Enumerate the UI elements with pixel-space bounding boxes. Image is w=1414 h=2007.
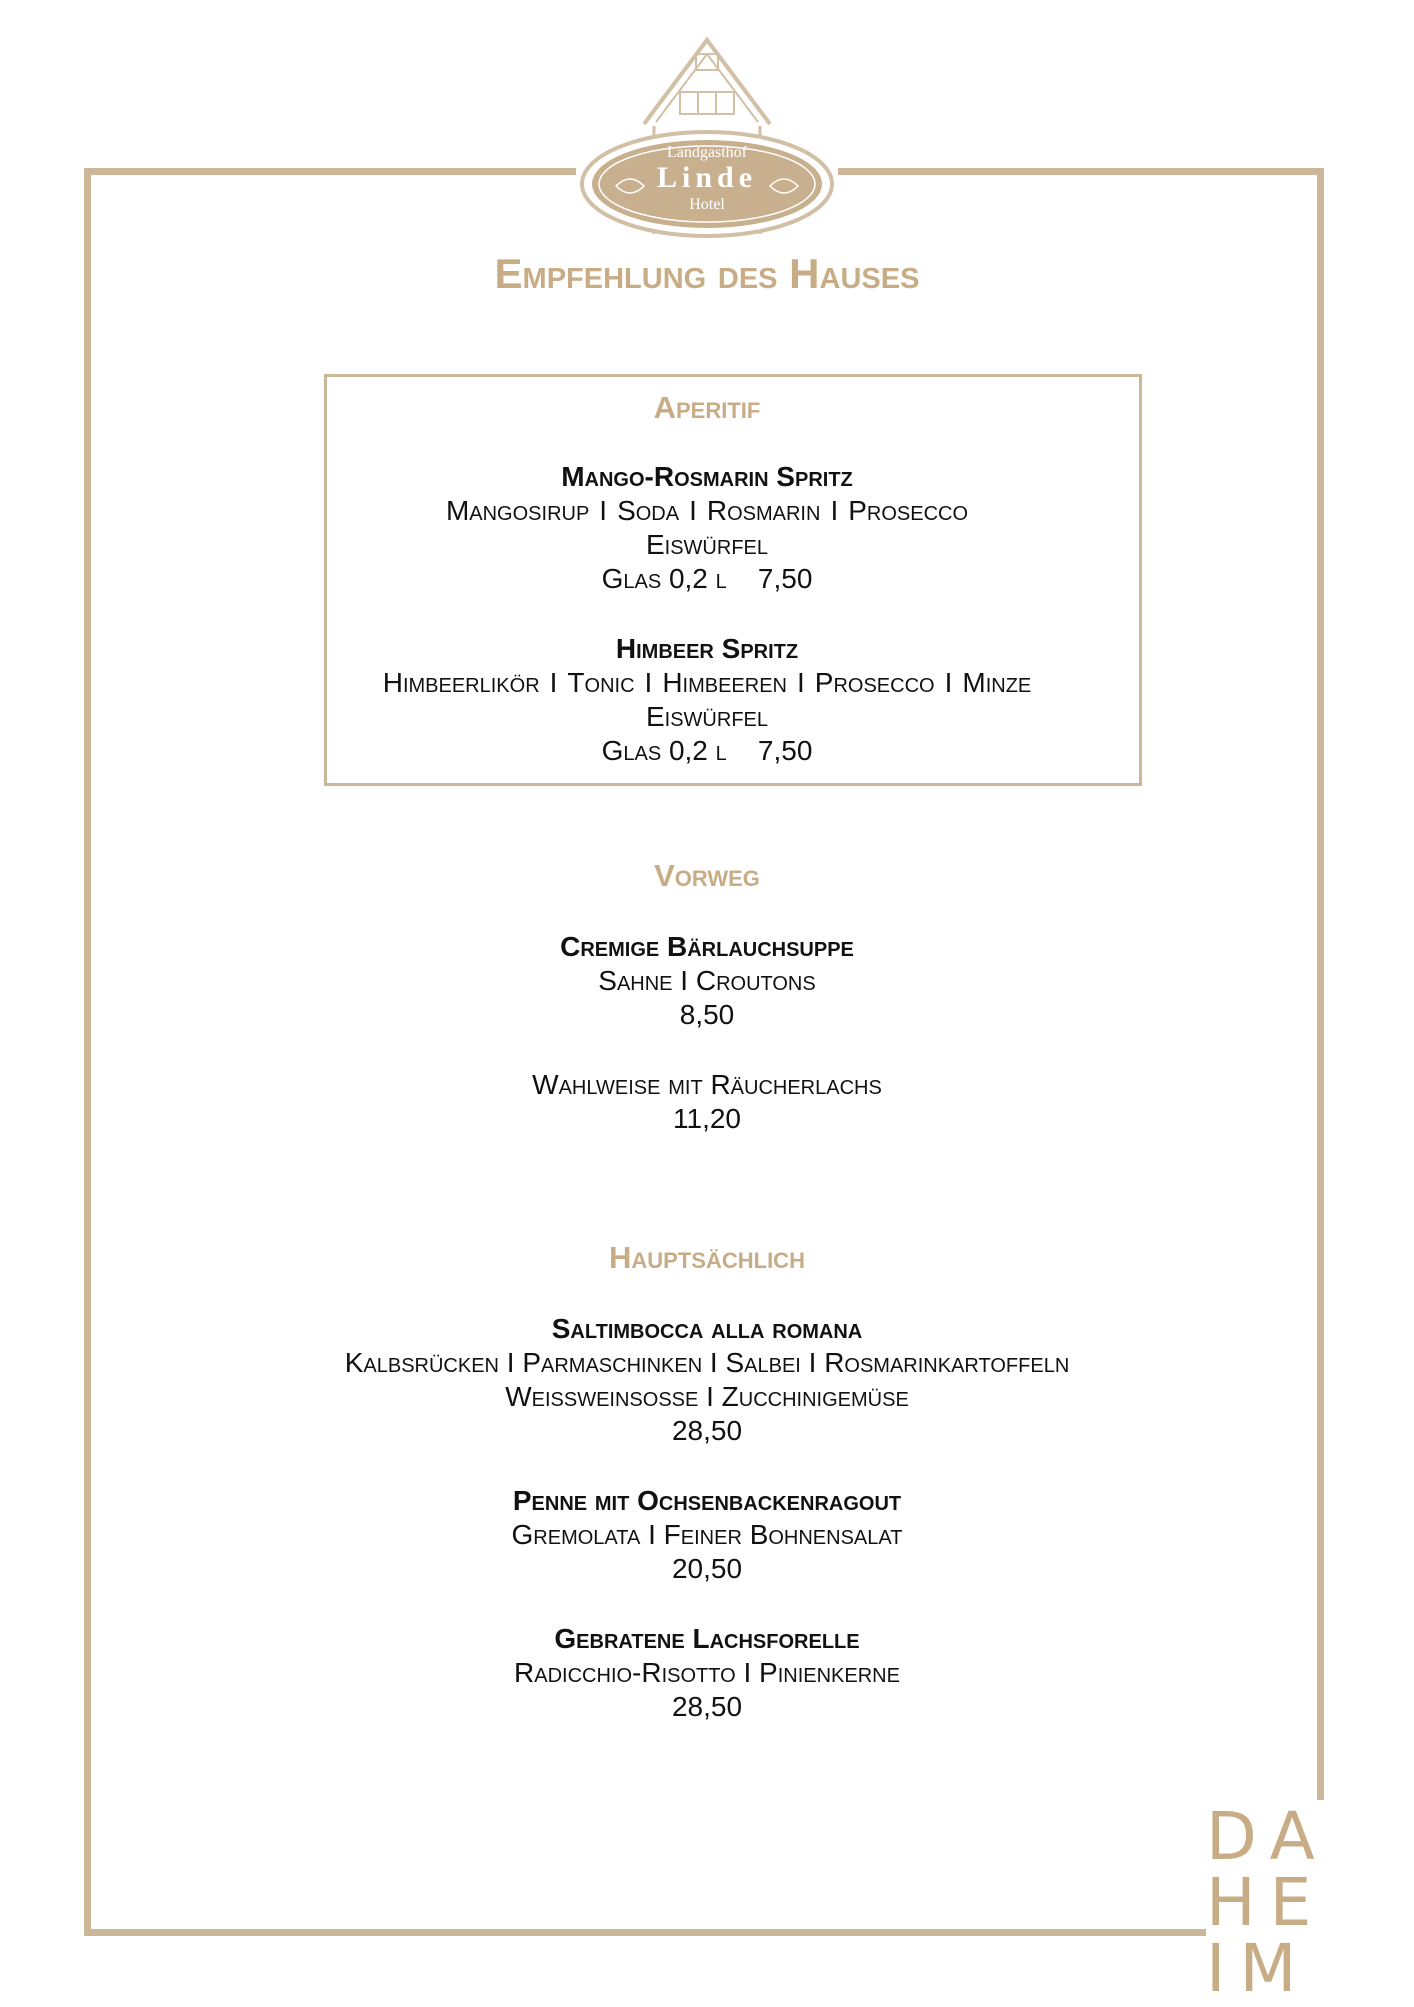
item-description: Gremolata I Feiner Bohnensalat	[511, 1519, 903, 1550]
menu-item	[0, 460, 1414, 596]
section-title-hauptsaechlich: Hauptsächlich	[609, 1240, 805, 1275]
item-price: 20,50	[671, 1553, 743, 1584]
item-ingredients: Mangosirup I Soda I Rosmarin I Prosecco	[445, 495, 969, 526]
glass-size: Glas 0,2 l	[601, 563, 727, 594]
item-name: Mango-Rosmarin Spritz	[561, 461, 853, 492]
item-description: Kalbsrücken I Parmaschinken I Salbei I Rosmarinkartoffeln	[344, 1347, 1070, 1378]
item-description: Sahne I Croutons	[598, 965, 816, 996]
ingredient: Prosecco	[848, 495, 969, 526]
menu-item	[0, 1622, 1414, 1724]
glass-size: Glas 0,2 l	[601, 735, 727, 766]
ingredient: Himbeeren	[662, 667, 787, 698]
menu-item	[0, 1312, 1414, 1448]
section-title-aperitif: Aperitif	[653, 390, 761, 425]
item-extra: Eiswürfel	[645, 529, 768, 560]
item-ingredients: Himbeerlikör I Tonic I Himbeeren I Prosecco I Minze	[382, 667, 1032, 698]
ingredient: Minze	[962, 667, 1032, 698]
item-price-line	[0, 562, 1414, 596]
brand-line: IM	[1206, 1930, 1311, 2007]
item-name: Himbeer Spritz	[615, 633, 799, 664]
item-name: Cremige Bärlauchsuppe	[560, 931, 854, 962]
logo-top-text: Landgasthof	[667, 144, 747, 161]
daheim-brand-mark	[1206, 1798, 1346, 2007]
item-price: 7,50	[757, 735, 813, 766]
menu-item	[0, 1484, 1414, 1586]
item-price: 8,50	[679, 999, 735, 1030]
item-name: Gebratene Lachsforelle	[554, 1623, 860, 1654]
item-price: 28,50	[671, 1415, 743, 1446]
ingredient: Soda	[617, 495, 680, 526]
item-extra: Eiswürfel	[645, 701, 768, 732]
menu-item	[0, 632, 1414, 768]
item-name: Penne mit Ochsenbackenragout	[512, 1485, 902, 1516]
menu-item	[0, 930, 1414, 1032]
item-option: Wahlweise mit Räucherlachs	[532, 1069, 882, 1100]
logo-name-text: Linde	[656, 161, 758, 194]
logo-bottom-text: Hotel	[689, 196, 725, 213]
item-price: 28,50	[671, 1691, 743, 1722]
brand-line: HE	[1206, 1864, 1326, 1941]
item-option-price: 11,20	[673, 1103, 741, 1134]
item-description: Radicchio-Risotto I Pinienkerne	[514, 1657, 900, 1688]
ingredient: Prosecco	[814, 667, 935, 698]
ingredient: Mangosirup	[445, 495, 590, 526]
section-title-vorweg: Vorweg	[654, 858, 760, 893]
item-price-line	[0, 734, 1414, 768]
brand-line: DA	[1206, 1798, 1329, 1875]
page-title: Empfehlung des Hauses	[494, 250, 920, 297]
ingredient: Tonic	[567, 667, 635, 698]
menu-item-option	[0, 1068, 1414, 1136]
ingredient: Himbeerlikör	[382, 667, 540, 698]
item-name: Saltimbocca alla romana	[551, 1313, 863, 1344]
ingredient: Rosmarin	[706, 495, 821, 526]
item-description: Weißweinsoße I Zucchinigemüse	[505, 1381, 909, 1412]
item-price: 7,50	[757, 563, 813, 594]
hotel-logo	[576, 34, 838, 244]
